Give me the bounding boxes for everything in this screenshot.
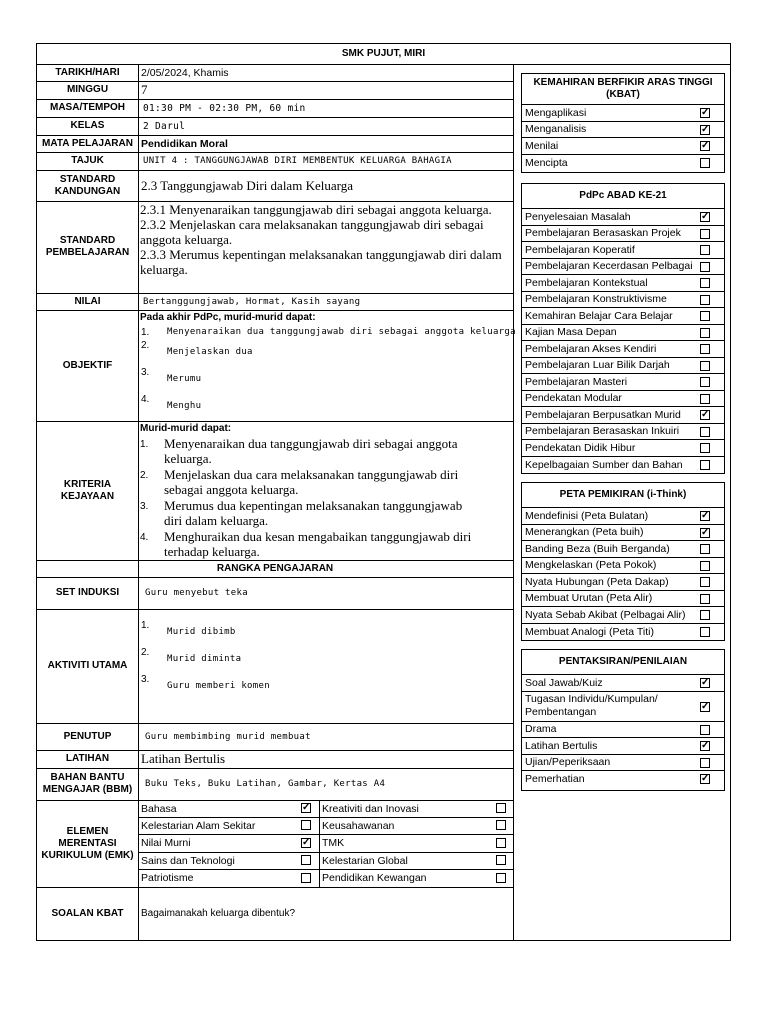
emk-item (320, 852, 515, 869)
pentaksiran-label: Drama (525, 723, 557, 736)
abad-label: Pendekatan Modular (525, 392, 622, 405)
objektif-item-2: Menjelaskan dua (167, 347, 253, 357)
abad-item (522, 440, 724, 457)
kriteria-text: Menghuraikan dua kesan mengabaikan tanggungjawab diri (164, 529, 472, 544)
checkbox[interactable] (700, 725, 710, 735)
pentaksiran-item (522, 738, 724, 755)
abad-item (522, 325, 724, 342)
value-tajuk: UNIT 4 : TANGGUNGJAWAB DIRI MEMBENTUK KELUARGA BAHAGIA (143, 156, 452, 166)
aktiviti-num-3: 3. (141, 674, 150, 685)
kbat-item (522, 138, 724, 155)
pentaksiran-item (522, 675, 724, 692)
value-kelas: 2 Darul (143, 120, 186, 132)
label-penutup: PENUTUP (63, 730, 112, 742)
checkbox[interactable]: ✓ (302, 802, 311, 813)
abad-label: Pembelajaran Luar Bilik Darjah (525, 359, 670, 372)
checkbox[interactable] (700, 443, 710, 453)
checkbox[interactable] (496, 838, 506, 848)
abad-item (522, 275, 724, 292)
value-bbm: Buku Teks, Buku Latihan, Gambar, Kertas A4 (145, 779, 386, 789)
kbat-label: Menganalisis (525, 123, 587, 136)
emk-label: Kelestarian Global (322, 854, 408, 867)
checkbox[interactable]: ✓ (302, 837, 311, 848)
ithink-item (522, 541, 724, 558)
emk-item (320, 800, 515, 817)
kriteria-item (140, 467, 510, 498)
abad-label: Kepelbagaian Sumber dan Bahan (525, 458, 683, 471)
checkbox[interactable] (301, 855, 311, 865)
school-name: SMK PUJUT, MIRI (341, 48, 426, 59)
objektif-item-1: Menyenaraikan dua tanggungjawab diri sebagai anggota keluarga (167, 327, 516, 337)
emk-item (139, 852, 321, 869)
abad-label: Pendekatan Didik Hibur (525, 441, 636, 454)
checkbox[interactable]: ✓ (701, 107, 710, 118)
checkbox[interactable] (301, 820, 311, 830)
kriteria-text: Menjelaskan dua cara melaksanakan tanggungjawab diri (164, 467, 459, 482)
pentaksiran-item (522, 771, 724, 788)
kbat-item (522, 155, 724, 172)
kbat-item (522, 122, 724, 139)
kriteria-text: keluarga. (164, 451, 212, 466)
sp-line-2: 2.3.2 Menjelaskan cara melaksanakan tanggungjawab diri sebagai anggota keluarga. (140, 217, 484, 247)
checkbox[interactable]: ✓ (701, 409, 710, 420)
checkbox[interactable] (700, 427, 710, 437)
kbat-label: Mengaplikasi (525, 106, 587, 119)
value-masa: 01:30 PM - 02:30 PM, 60 min (143, 102, 306, 114)
pentaksiran-label: Soal Jawab/Kuiz (525, 676, 603, 689)
abad-item (522, 391, 724, 408)
checkbox[interactable] (700, 278, 710, 288)
kriteria-text: Menyenaraikan dua tanggungjawab diri sebagai anggota (164, 436, 458, 451)
abad-item (522, 209, 724, 226)
label-objektif: OBJEKTIF (62, 359, 113, 371)
abad-item (522, 292, 724, 309)
emk-item (139, 800, 321, 817)
checkbox[interactable] (700, 627, 710, 637)
label-tajuk: TAJUK (71, 155, 104, 166)
abad-label: Kajian Masa Depan (525, 326, 617, 339)
emk-label: Kreativiti dan Inovasi (322, 802, 419, 815)
value-latihan: Latihan Bertulis (141, 751, 226, 766)
abad-label: Penyelesaian Masalah (525, 210, 631, 223)
sp-line-3: 2.3.3 Merumus kepentingan melaksanakan tanggungjawab diri dalam keluarga. (140, 247, 502, 277)
ithink-item (522, 508, 724, 525)
label-kelas: KELAS (70, 120, 105, 131)
kriteria-item (140, 529, 510, 560)
label-aktiviti-utama: AKTIVITI UTAMA (47, 660, 128, 671)
emk-label: Bahasa (141, 802, 177, 815)
checkbox[interactable] (700, 577, 710, 587)
checkbox[interactable] (700, 460, 710, 470)
value-standard-pembelajaran (140, 202, 510, 292)
pentaksiran-item (522, 755, 724, 772)
checkbox[interactable] (301, 873, 311, 883)
pentaksiran-label: Latihan Bertulis (525, 739, 598, 752)
abad-item (522, 358, 724, 375)
abad-item (522, 226, 724, 243)
abad-label: Kemahiran Belajar Cara Belajar (525, 309, 673, 322)
ithink-label: Nyata Hubungan (Peta Dakap) (525, 575, 669, 588)
checkbox[interactable] (700, 544, 710, 554)
emk-label: TMK (322, 837, 345, 849)
kriteria-intro: Murid-murid dapat: (140, 423, 232, 434)
kriteria-num: 4. (140, 532, 149, 543)
ithink-item (522, 558, 724, 575)
label-nilai: NILAI (74, 295, 101, 307)
pentaksiran-label: Tugasan Individu/Kumpulan/ (525, 693, 658, 705)
panel-kbat-title: KEMAHIRAN BERFIKIR ARAS TINGGI (KBAT) (522, 74, 724, 105)
rangka-pengajaran-heading: RANGKA PENGAJARAN (216, 562, 334, 574)
label-standard-pembelajaran: STANDARD PEMBELAJARAN (45, 235, 130, 258)
value-standard-kandungan: 2.3 Tanggungjawab Diri dalam Keluarga (141, 177, 353, 193)
checkbox[interactable] (496, 820, 506, 830)
aktiviti-item-2: Murid diminta (167, 654, 242, 664)
kriteria-num: 1. (140, 439, 149, 450)
kbat-label: Menilai (525, 139, 559, 152)
checkbox[interactable] (700, 295, 710, 305)
ithink-label: Nyata Sebab Akibat (Pelbagai Alir) (525, 608, 686, 621)
kriteria-text: sebagai anggota keluarga. (164, 482, 299, 497)
aktiviti-num-2: 2. (141, 647, 150, 658)
emk-label: Nilai Murni (141, 837, 191, 849)
checkbox[interactable]: ✓ (701, 510, 710, 521)
aktiviti-item-3: Guru memberi komen (167, 681, 270, 691)
emk-item (139, 817, 321, 834)
abad-item (522, 374, 724, 391)
kriteria-num: 2. (140, 470, 149, 481)
aktiviti-num-1: 1. (141, 620, 150, 631)
kriteria-num: 3. (140, 501, 149, 512)
checkbox[interactable] (700, 328, 710, 338)
label-masa: MASA/TEMPOH (50, 102, 125, 113)
checkbox[interactable] (700, 394, 710, 404)
label-soalan-kbat: SOALAN KBAT (51, 907, 124, 919)
abad-item (522, 407, 724, 424)
pentaksiran-item (522, 692, 724, 722)
label-kriteria-kejayaan: KRITERIA KEJAYAAN (60, 478, 115, 502)
ithink-label: Membuat Urutan (Peta Alir) (525, 592, 653, 605)
lesson-plan-frame (36, 43, 731, 941)
ithink-item (522, 624, 724, 641)
value-minggu: 7 (141, 82, 148, 97)
sp-line-1: 2.3.1 Menyenaraikan tanggungjawab diri sebagai anggota keluarga. (140, 202, 492, 217)
abad-label: Pembelajaran Kecerdasan Pelbagai (525, 260, 693, 273)
checkbox[interactable] (700, 245, 710, 255)
emk-label: Keusahawanan (322, 819, 395, 832)
pentaksiran-label: Ujian/Peperiksaan (525, 756, 611, 769)
checkbox[interactable]: ✓ (701, 211, 710, 222)
kbat-label: Mencipta (525, 156, 568, 169)
label-bbm: BAHAN BANTU MENGAJAR (BBM) (42, 772, 133, 795)
abad-label: Pembelajaran Konstruktivisme (525, 293, 667, 306)
checkbox[interactable] (700, 158, 710, 168)
emk-item (139, 834, 321, 852)
ithink-item (522, 591, 724, 608)
panel-kbat (521, 73, 725, 173)
abad-item (522, 259, 724, 276)
checkbox[interactable] (700, 758, 710, 768)
objektif-num-4: 4. (141, 394, 150, 405)
checkbox[interactable] (700, 262, 710, 272)
checkbox[interactable]: ✓ (701, 123, 710, 135)
label-emk: ELEMEN MERENTASI KURIKULUM (EMK) (41, 825, 134, 861)
abad-item (522, 341, 724, 358)
emk-label: Patriotisme (141, 872, 194, 884)
objektif-item-3: Merumu (167, 374, 202, 384)
value-nilai: Bertanggungjawab, Hormat, Kasih sayang (143, 296, 361, 307)
kriteria-text: Merumus dua kepentingan melaksanakan tanggungjawab (164, 498, 463, 513)
abad-item (522, 457, 724, 474)
value-penutup: Guru membimbing murid membuat (145, 731, 311, 742)
checkbox[interactable]: ✓ (701, 526, 710, 538)
checkbox[interactable] (700, 377, 710, 387)
ithink-item (522, 574, 724, 591)
kriteria-text: diri dalam keluarga. (164, 513, 269, 528)
label-standard-kandungan: STANDARD KANDUNGAN (54, 173, 121, 197)
checkbox[interactable]: ✓ (701, 677, 710, 688)
ithink-label: Mendefinisi (Peta Bulatan) (525, 509, 649, 522)
emk-item (139, 869, 321, 887)
kriteria-list (140, 436, 510, 560)
checkbox[interactable] (700, 610, 710, 620)
ithink-label: Banding Beza (Buih Berganda) (525, 542, 670, 555)
ithink-item (522, 607, 724, 624)
kriteria-item (140, 498, 510, 529)
ithink-item (522, 525, 724, 542)
abad-label: Pembelajaran Kontekstual (525, 276, 648, 289)
abad-item (522, 308, 724, 325)
kriteria-text: terhadap keluarga. (164, 544, 260, 559)
panel-ithink-title: PETA PEMIKIRAN (i-Think) (522, 483, 724, 508)
panel-abad-title: PdPc ABAD KE-21 (522, 184, 724, 209)
label-minggu: MINGGU (66, 84, 109, 95)
pentaksiran-label: Pembentangan (525, 706, 597, 718)
value-mata-pelajaran: Pendidikan Moral (141, 137, 228, 150)
abad-item (522, 424, 724, 441)
checkbox[interactable]: ✓ (701, 740, 710, 751)
abad-label: Pembelajaran Akses Kendiri (525, 342, 657, 355)
checkbox[interactable] (700, 361, 710, 371)
checkbox[interactable] (700, 344, 710, 354)
emk-label: Kelestarian Alam Sekitar (141, 819, 256, 832)
aktiviti-item-1: Murid dibimb (167, 627, 236, 637)
objektif-num-1: 1. (141, 327, 150, 338)
panel-ithink (521, 482, 725, 641)
abad-label: Pembelajaran Koperatif (525, 243, 635, 256)
ithink-label: Membuat Analogi (Peta Titi) (525, 625, 654, 638)
pentaksiran-label: Pemerhatian (525, 773, 585, 786)
abad-label: Pembelajaran Berasaskan Projek (525, 227, 681, 240)
checkbox[interactable]: ✓ (701, 700, 710, 712)
checkbox[interactable] (496, 803, 506, 813)
panel-pentaksiran (521, 649, 725, 791)
checkbox[interactable] (700, 311, 710, 321)
checkbox[interactable] (496, 855, 506, 865)
abad-label: Pembelajaran Berasaskan Inkuiri (525, 425, 680, 438)
objektif-intro: Pada akhir PdPc, murid-murid dapat: (140, 312, 316, 323)
emk-item (320, 869, 515, 887)
checkbox[interactable] (700, 561, 710, 571)
checkbox[interactable] (700, 229, 710, 239)
ithink-label: Mengkelaskan (Peta Pokok) (525, 559, 657, 572)
value-set-induksi: Guru menyebut teka (145, 588, 248, 598)
abad-item (522, 242, 724, 259)
label-tarikh: TARIKH/HARI (55, 66, 120, 78)
pentaksiran-item (522, 722, 724, 739)
objektif-item-4: Menghu (167, 401, 202, 411)
checkbox[interactable]: ✓ (701, 773, 710, 784)
label-mata-pelajaran: MATA PELAJARAN (42, 137, 133, 149)
objektif-num-2: 2. (141, 340, 150, 351)
label-latihan: LATIHAN (65, 753, 110, 764)
panel-pentaksiran-title: PENTAKSIRAN/PENILAIAN (522, 650, 724, 675)
checkbox[interactable]: ✓ (701, 140, 710, 151)
objektif-num-3: 3. (141, 367, 150, 378)
value-tarikh: 2/05/2024, Khamis (141, 66, 229, 79)
emk-label: Pendidikan Kewangan (322, 872, 427, 884)
kriteria-item (140, 436, 510, 467)
abad-label: Pembelajaran Berpusatkan Murid (525, 408, 681, 421)
emk-item (320, 817, 515, 834)
value-soalan-kbat: Bagaimanakah keluarga dibentuk? (141, 908, 295, 919)
checkbox[interactable] (496, 873, 506, 883)
checkbox[interactable] (700, 594, 710, 604)
kbat-item (522, 105, 724, 122)
abad-label: Pembelajaran Masteri (525, 375, 628, 388)
ithink-label: Menerangkan (Peta buih) (525, 526, 644, 539)
emk-label: Sains dan Teknologi (141, 854, 235, 867)
label-set-induksi: SET INDUKSI (55, 587, 120, 598)
emk-item (320, 834, 515, 852)
panel-abad-21 (521, 183, 725, 474)
